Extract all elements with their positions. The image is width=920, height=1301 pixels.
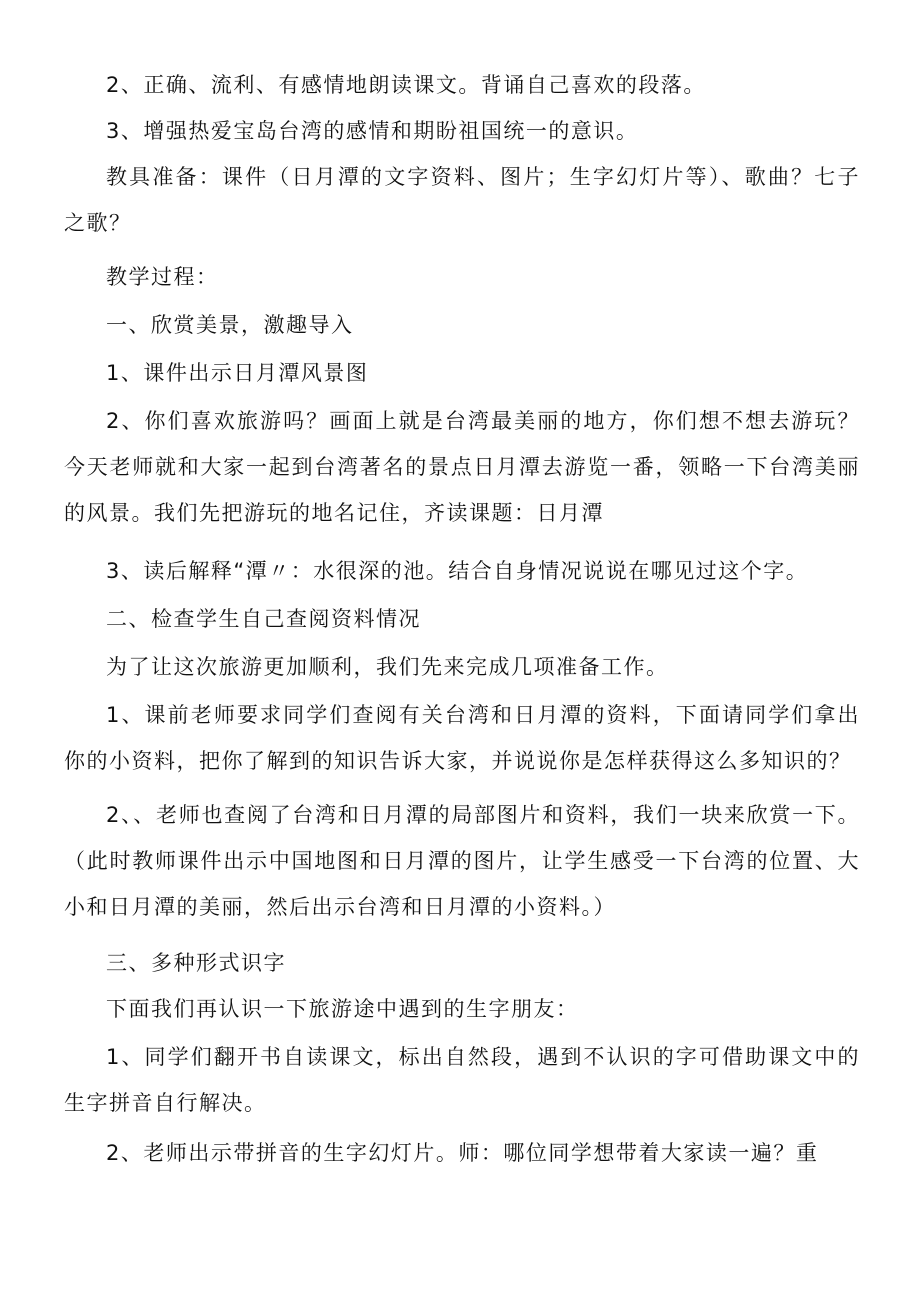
paragraph-text: 1、同学们翻开书自读课文，标出自然段，遇到不认识的字可借助课文中的生字拼音自行解决。 xyxy=(64,1045,860,1115)
paragraph-text: 3、读后解释“潭〃：水很深的池。结合自身情况说说在哪见过这个字。 xyxy=(106,559,809,583)
paragraph-text: 1、课前老师要求同学们查阅有关台湾和日月潭的资料，下面请同学们拿出你的小资料，把你了解到的知识告诉大家，并说说你是怎样获得这么多知识的？ xyxy=(64,703,860,773)
paragraph-text: 教具准备：课件（日月潭的文字资料、图片；生字幻灯片等）、歌曲？七子之歌？ xyxy=(64,165,860,235)
paragraph-section-2-item-2 xyxy=(64,792,860,930)
paragraph-section-2-intro xyxy=(64,644,860,690)
section-heading: 一、欣赏美景，激趣导入 xyxy=(106,313,354,337)
section-heading: 二、检查学生自己查阅资料情况 xyxy=(106,607,421,631)
paragraph-section-3-heading xyxy=(64,940,860,986)
paragraph-text: 1、课件出示日月潭风景图 xyxy=(106,361,369,385)
paragraph-section-2-item-1 xyxy=(64,692,860,784)
paragraph-objective-3 xyxy=(64,108,860,154)
paragraph-teaching-aids xyxy=(64,154,860,246)
paragraph-teaching-process xyxy=(64,254,860,300)
section-heading: 三、多种形式识字 xyxy=(106,951,286,975)
paragraph-section-2-heading xyxy=(64,596,860,642)
paragraph-text: 为了让这次旅游更加顺利，我们先来完成几项准备工作。 xyxy=(106,655,669,679)
paragraph-text: 2、、老师也查阅了台湾和日月潭的局部图片和资料，我们一块来欣赏一下。（此时教师课件出示中国地图和日月潭的图片，让学生感受一下台湾的位置、大小和日月潭的美丽，然后出示台湾和日月潭的小资料。） xyxy=(64,803,860,919)
paragraph-section-1-item-3 xyxy=(64,548,860,594)
paragraph-text: 2、老师出示带拼音的生字幻灯片。师：哪位同学想带着大家读一遍？重 xyxy=(106,1141,819,1165)
paragraph-section-3-item-2 xyxy=(64,1130,860,1176)
paragraph-section-1-item-1 xyxy=(64,350,860,396)
section-heading: 教学过程： xyxy=(106,265,219,289)
paragraph-section-1-item-2 xyxy=(64,398,860,536)
paragraph-text: 2、你们喜欢旅游吗？画面上就是台湾最美丽的地方，你们想不想去游玩？今天老师就和大家一起到台湾著名的景点日月潭去游览一番，领略一下台湾美丽的风景。我们先把游玩的地名记住，齐读课题：日月潭 xyxy=(64,409,860,525)
paragraph-objective-2 xyxy=(64,62,860,108)
paragraph-text: 下面我们再认识一下旅游途中遇到的生字朋友： xyxy=(106,997,579,1021)
paragraph-text: 3、增强热爱宝岛台湾的感情和期盼祖国统一的意识。 xyxy=(106,119,639,143)
paragraph-text: 2、正确、流利、有感情地朗读课文。背诵自己喜欢的段落。 xyxy=(106,73,706,97)
paragraph-section-1-heading xyxy=(64,302,860,348)
paragraph-section-3-intro xyxy=(64,986,860,1032)
paragraph-section-3-item-1 xyxy=(64,1034,860,1126)
